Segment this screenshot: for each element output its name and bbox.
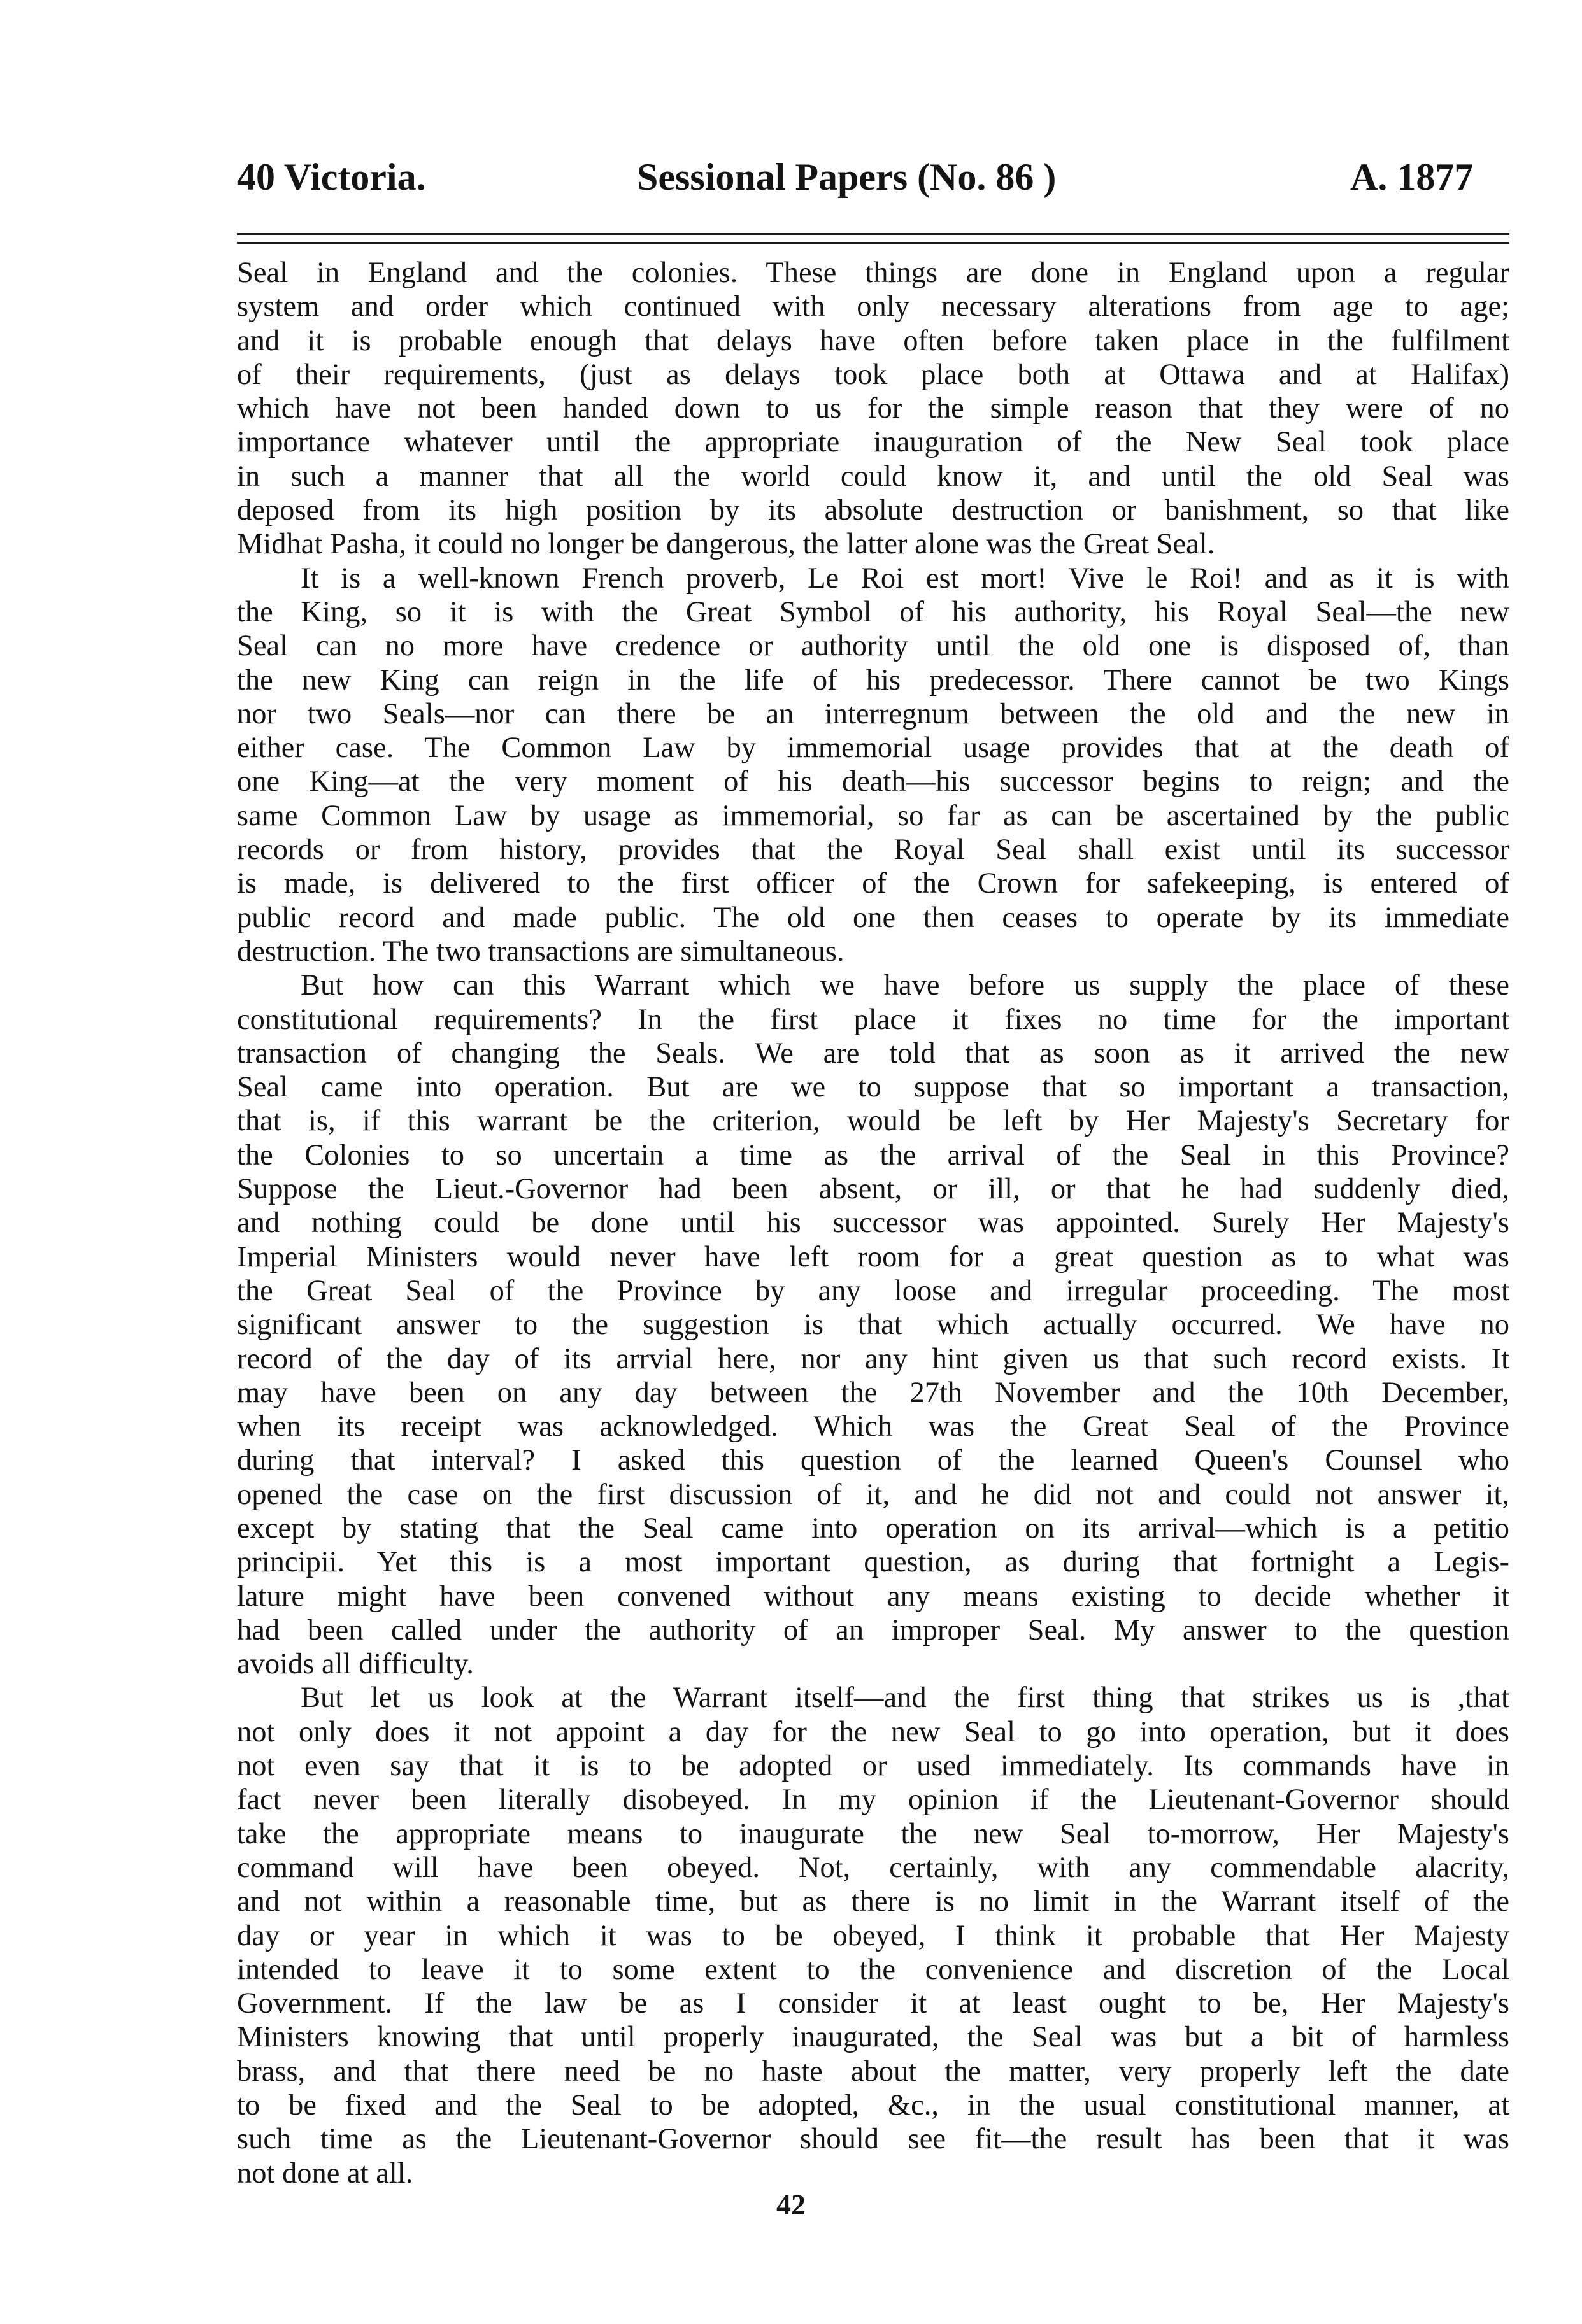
text-line: lature might have been convened without any means existing to decide whether it (237, 1580, 1509, 1613)
text-line: when its receipt was acknowledged. Which was the Great Seal of the Province (237, 1410, 1509, 1443)
text-line: not only does it not appoint a day for the new Seal to go into operation, but it does (237, 1715, 1509, 1748)
header-rule-top (237, 233, 1509, 235)
text-line: opened the case on the first discussion of it, and he did not and could not answer it, (237, 1478, 1509, 1511)
text-line: during that interval? I asked this question of the learned Queen's Counsel who (237, 1444, 1509, 1477)
text-line: is made, is delivered to the first officer of the Crown for safekeeping, is entered of (237, 867, 1509, 900)
text-line: take the appropriate means to inaugurate the new Seal to-morrow, Her Majesty's (237, 1817, 1509, 1850)
text-line: of their requirements, (just as delays took place both at Ottawa and at Halifax) (237, 358, 1509, 391)
text-line: Seal can no more have credence or authority until the old one is disposed of, than (237, 630, 1509, 663)
text-line: Seal came into operation. But are we to suppose that so important a transaction, (237, 1071, 1509, 1104)
running-header (0, 152, 1582, 202)
text-line: significant answer to the suggestion is that which actually occurred. We have no (237, 1308, 1509, 1342)
text-line: not done at all. (237, 2157, 413, 2190)
text-line: and nothing could be done until his successor was appointed. Surely Her Majesty's (237, 1207, 1509, 1240)
text-line: the Colonies to so uncertain a time as the arrival of the Seal in this Province? (237, 1138, 1509, 1172)
header-session: 40 Victoria. (237, 156, 426, 198)
text-line: importance whatever until the appropriate inauguration of the New Seal took place (237, 426, 1509, 459)
text-line: one King—at the very moment of his death—his successor begins to reign; and the (237, 765, 1509, 798)
text-line: Seal in England and the colonies. These things are done in England upon a regular (237, 257, 1509, 289)
text-line: except by stating that the Seal came into operation on its arrival—which is a petitio (237, 1512, 1509, 1545)
text-line: But let us look at the Warrant itself—and the first thing that strikes us is ,that (301, 1682, 1509, 1715)
text-line: not even say that it is to be adopted or used immediately. Its commands have in (237, 1750, 1509, 1783)
text-line: in such a manner that all the world could know it, and until the old Seal was (237, 460, 1509, 493)
text-line: Midhat Pasha, it could no longer be dangerous, the latter alone was the Great Seal. (237, 528, 1215, 561)
text-line: and not within a reasonable time, but as there is no limit in the Warrant itself of the (237, 1885, 1509, 1918)
text-line: the Great Seal of the Province by any loose and irregular proceeding. The most (237, 1274, 1509, 1307)
text-line: may have been on any day between the 27th November and the 10th December, (237, 1376, 1509, 1409)
text-line: that is, if this warrant be the criterion, would be left by Her Majesty's Secretary for (237, 1105, 1509, 1138)
text-line: avoids all difficulty. (237, 1648, 474, 1681)
text-line: Suppose the Lieut.-Governor had been absent, or ill, or that he had suddenly died, (237, 1173, 1509, 1206)
text-line: Government. If the law be as I consider it at least ought to be, Her Majesty's (237, 1987, 1509, 2020)
text-line: the new King can reign in the life of his predecessor. There cannot be two Kings (237, 663, 1509, 697)
text-line: It is a well-known French proverb, Le Roi est mort! Vive le Roi! and as it is with (301, 562, 1509, 595)
text-line: records or from history, provides that the Royal Seal shall exist until its successor (237, 833, 1509, 867)
text-line: system and order which continued with only necessary alterations from age to age; (237, 290, 1509, 323)
body-text (237, 256, 1509, 2190)
text-line: the King, so it is with the Great Symbol of his authority, his Royal Seal—the new (237, 595, 1509, 628)
text-line: had been called under the authority of an improper Seal. My answer to the question (237, 1613, 1509, 1647)
page-number: 42 (776, 2188, 806, 2221)
text-line: and it is probable enough that delays have often before taken place in the fulfilment (237, 324, 1509, 357)
text-line: either case. The Common Law by immemorial usage provides that at the death of (237, 732, 1509, 765)
header-title: Sessional Papers (No. 86 ) (637, 156, 1057, 198)
text-line: Ministers knowing that until properly inaugurated, the Seal was but a bit of harmless (237, 2021, 1509, 2054)
text-line: deposed from its high position by its absolute destruction or banishment, so that like (237, 494, 1509, 527)
text-line: command will have been obeyed. Not, certainly, with any commendable alacrity, (237, 1851, 1509, 1884)
header-rule-bottom (237, 242, 1509, 244)
text-line: day or year in which it was to be obeyed, I think it probable that Her Majesty (237, 1919, 1509, 1952)
text-line: destruction. The two transactions are simultaneous. (237, 935, 844, 968)
text-line: record of the day of its arrvial here, nor any hint given us that such record exists. It (237, 1342, 1509, 1375)
text-line: Imperial Ministers would never have left room for a great question as to what was (237, 1240, 1509, 1273)
text-line: fact never been literally disobeyed. In my opinion if the Lieutenant-Governor should (237, 1783, 1509, 1817)
text-line: transaction of changing the Seals. We are told that as soon as it arrived the new (237, 1037, 1509, 1070)
text-line: principii. Yet this is a most important question, as during that fortnight a Legis- (237, 1546, 1509, 1579)
header-year: A. 1877 (1350, 156, 1474, 198)
text-line: which have not been handed down to us for the simple reason that they were of no (237, 392, 1509, 425)
text-line: public record and made public. The old one then ceases to operate by its immediate (237, 901, 1509, 934)
text-line: to be fixed and the Seal to be adopted, &c., in the usual constitutional manner, at (237, 2089, 1509, 2122)
text-line: brass, and that there need be no haste about the matter, very properly left the date (237, 2055, 1509, 2088)
text-line: nor two Seals—nor can there be an interregnum between the old and the new in (237, 697, 1509, 730)
text-line: same Common Law by usage as immemorial, so far as can be ascertained by the public (237, 799, 1509, 832)
text-line: But how can this Warrant which we have before us supply the place of these (301, 969, 1509, 1002)
text-line: constitutional requirements? In the first place it fixes no time for the important (237, 1003, 1509, 1036)
text-line: such time as the Lieutenant-Governor should see fit—the result has been that it was (237, 2123, 1509, 2156)
text-line: intended to leave it to some extent to the convenience and discretion of the Local (237, 1953, 1509, 1986)
